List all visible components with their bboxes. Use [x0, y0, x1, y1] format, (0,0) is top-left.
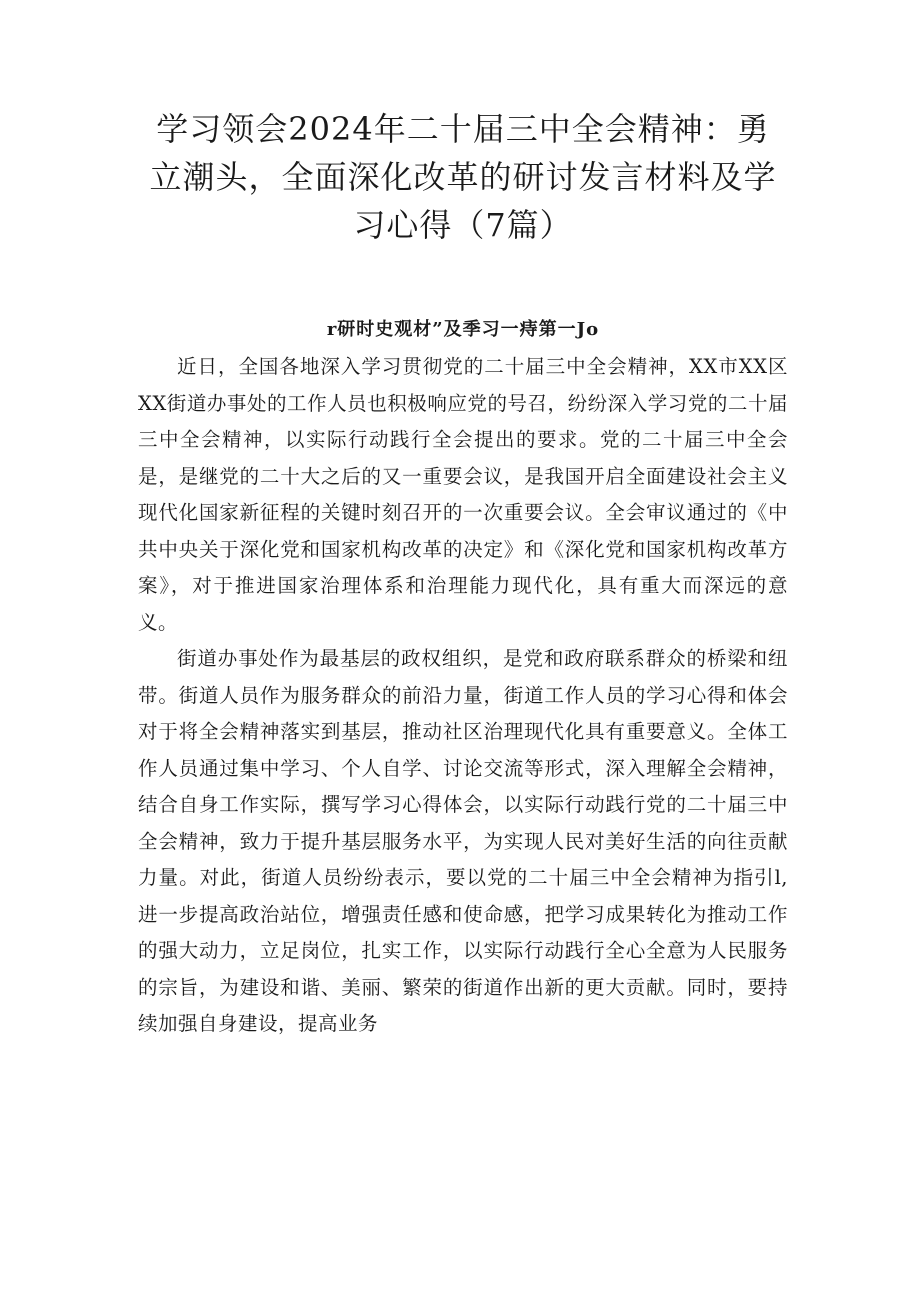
- document-title: 学习领会2024年二十届三中全会精神：勇立潮头，全面深化改革的研讨发言材料及学习心得（7篇）: [149, 110, 777, 244]
- section-heading: r研时史观材”及季习一痔第一Jo: [326, 319, 600, 340]
- body-paragraph-2: 街道办事处作为最基层的政权组织，是党和政府联系群众的桥梁和纽带。街道人员作为服务群众的前沿力量，街道工作人员的学习心得和体会对于将全会精神落实到基层，推动社区治理现代化具有重要意义。全体工作人员通过集中学习、个人自学、讨论交流等形式，深入理解全会精神，结合自身工作实际，撰写学习心得体会，以实际行动践行党的二十届三中全会精神，致力于提升基层服务水平，为实现人民对美好生活的向往贡献力量。对此，街道人员纷纷表示，要以党的二十届三中全会精神为指引l,进一步提高政治站位，增强责任感和使命感，把学习成果转化为推动工作的强大动力，立足岗位，扎实工作，以实际行动践行全心全意为人民服务的宗旨，为建设和谐、美丽、繁荣的街道作出新的更大贡献。同时，要持续加强自身建设，提高业务: [138, 647, 788, 1035]
- body-paragraph-1: 近日，全国各地深入学习贯彻党的二十届三中全会精神，XX市XX区XX街道办事处的工作人员也积极响应党的号召，纷纷深入学习党的二十届三中全会精神，以实际行动践行全会提出的要求。党的二十届三中全会是，是继党的二十大之后的又一重要会议，是我国开启全面建设社会主义现代化国家新征程的关键时刻召开的一次重要会议。全会审议通过的《中共中央关于深化党和国家机构改革的决定》和《深化党和国家机构改革方案》，对于推进国家治理体系和治理能力现代化，具有重大而深远的意义。: [138, 355, 788, 634]
